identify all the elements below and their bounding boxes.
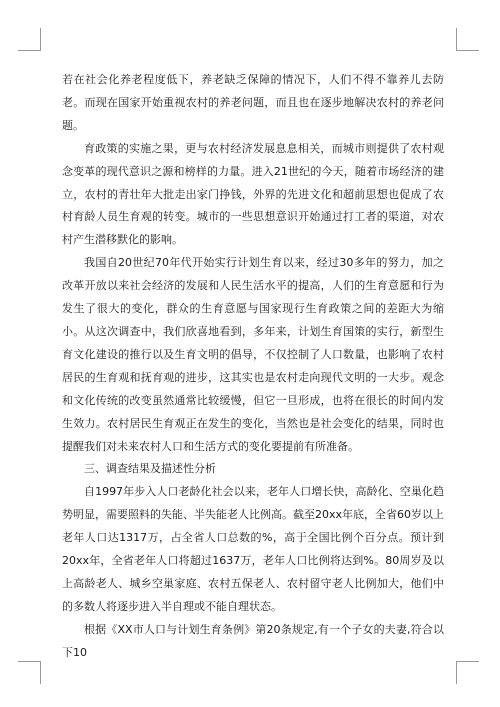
paragraph-2: 育政策的实施之果，更与农村经济发展息息相关，而城市则提供了农村观念变革的现代意识之源和榜样的力量。进入21世纪的今天，随着市场经济的建立，农村的青壮年大批走出家门挣钱，外界的先进文化和超前思想也促成了农村育龄人员生育观的转变。城市的一些思想意识开始通过打工者的渠道，对农村产生潜移默化的影响。 [62, 141, 444, 247]
paragraph-4: 自1997年步入人口老龄化社会以来，老年人口增长快，高龄化、空巢化趋势明显，需要照料的失能、半失能老人比例高。截至20xx年底，全省60岁以上老年人口达1317万，占全省人口总数的%，高于全国比例个百分点。预计到20xx年，全省老年人口将超过1637万，老年人口比例将达到%。80周岁及以上高龄老人、城乡空巢家庭、农村五保老人、农村留守老人比例加大，他们中的多数人将逐步进入半自理或不能自理状态。 [62, 485, 445, 613]
paragraph-1: 若在社会化养老程度低下，养老缺乏保障的情况下，人们不得不靠养儿去防老。而现在国家开始重视农村的养老问题，而且也在逐步地解决农村的养老问题。 [62, 73, 444, 132]
paragraph-3: 我国自20世纪70年代开始实行计划生育以来，经过30多年的努力，加之改革开放以来社会经济的发展和人民生活水平的提高，人们的生育意愿和行为发生了很大的变化，群众的生育意愿与国家现行生育政策之间的差距大为缩小。从这次调查中，我们欣喜地看到，多年来，计划生育国策的实行，新型生育文化建设的推行以及生育文明的倡导，不仅控制了人口数量，也影响了农村居民的生育观和抚育观的进步，这其实也是农村走向现代文明的一大步。观念和文化传统的改变虽然通常比较缓慢，但它一旦形成，也将在很长的时间内发生效力。农村居民生育观正在发生的变化，当然也是社会变化的结果，同时也提醒我们对未来农村人口和生活方式的变化要提前有所准备。 [62, 256, 444, 453]
crop-mark-top-left [18, 28, 41, 51]
document-body [62, 69, 444, 665]
paragraph-5: 根据《XX市人口与计划生育条例》第20条规定,有一个子女的夫妻,符合以下10 [62, 622, 444, 659]
section-heading: 三、调查结果及描述性分析 [84, 462, 216, 476]
crop-mark-bottom-right [456, 661, 479, 684]
crop-mark-top-right [456, 28, 479, 51]
crop-mark-bottom-left [18, 661, 41, 684]
